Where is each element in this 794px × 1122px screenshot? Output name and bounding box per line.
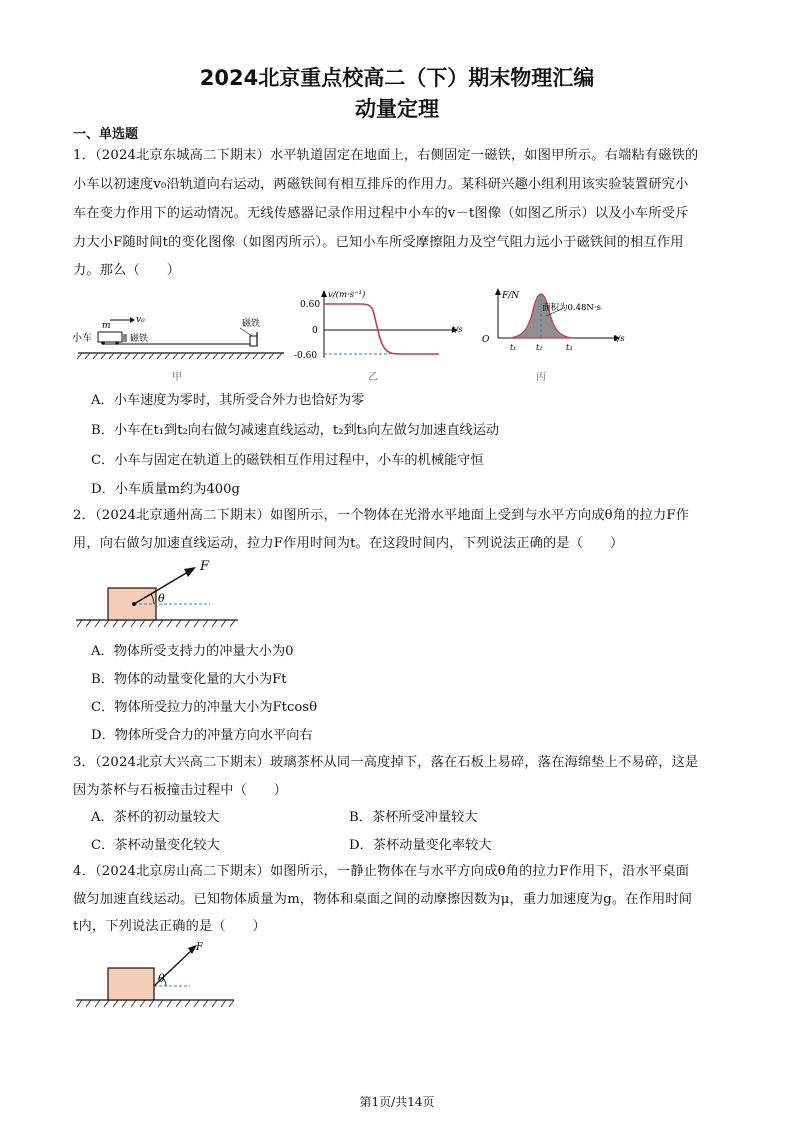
velocity-curve <box>324 304 439 354</box>
q2-option-a: A．物体所受支持力的冲量大小为0 <box>91 644 294 659</box>
q4-line-2: 做匀加速直线运动。已知物体质量为m，物体和桌面之间的动摩擦因数为μ，重力加速度为g。在作用时间 <box>73 892 693 907</box>
q3-line-2: 因为茶杯与石板撞击过程中（ ） <box>73 783 288 798</box>
block <box>108 968 154 1000</box>
force-label: F <box>200 559 210 574</box>
svg-text:t₂: t₂ <box>536 343 543 352</box>
angle-label: θ <box>158 592 165 605</box>
svg-text:F/N: F/N <box>502 291 520 301</box>
figure-q2 <box>72 556 242 632</box>
svg-text:t/s: t/s <box>614 334 625 344</box>
svg-text:t₁: t₁ <box>510 343 517 352</box>
svg-text:v₀: v₀ <box>136 315 145 325</box>
q4-line-3: t内，下列说法正确的是（ ） <box>73 919 266 934</box>
q3-line-1: 3．（2024北京大兴高二下期末）玻璃茶杯从同一高度掉下，落在石板上易碎，落在海绵垫上不易碎，这是 <box>73 755 699 770</box>
svg-text:0: 0 <box>312 326 318 336</box>
page-subtitle: 动量定理 <box>355 97 439 121</box>
svg-text:O: O <box>482 335 490 345</box>
svg-text:磁铁: 磁铁 <box>242 319 261 329</box>
svg-text:-0.60: -0.60 <box>294 351 318 361</box>
caption-yi: 乙 <box>368 372 378 382</box>
q3-option-c: C．茶杯动量变化较大 <box>91 838 220 853</box>
car-body <box>98 332 122 342</box>
q1-option-d: D．小车质量m约为400g <box>91 482 241 497</box>
car-label: 小车 <box>72 333 92 344</box>
q2-option-b: B．物体的动量变化量的大小为Ft <box>91 672 287 687</box>
q1-line-5: 力。那么（ ） <box>73 263 181 278</box>
svg-text:t₃: t₃ <box>566 343 573 352</box>
angle-label: θ <box>158 972 165 985</box>
section-heading: 一、单选题 <box>73 127 139 142</box>
q1-line-4: 力大小F随时间t的变化图像（如图丙所示）。已知小车所受摩擦阻力及空气阻力远小于磁铁间的相互作用 <box>73 235 684 250</box>
caption-bing: 丙 <box>536 372 546 382</box>
force-label: F <box>196 942 203 953</box>
page-footer: 第1页/共14页 <box>359 1095 435 1109</box>
svg-text:m: m <box>102 321 111 331</box>
q1-option-b: B．小车在t₁到t₂向右做匀减速直线运动，t₂到t₃向左做匀加速直线运动 <box>91 423 500 438</box>
svg-text:0.60: 0.60 <box>300 300 321 310</box>
svg-text:t/s: t/s <box>452 325 463 335</box>
fixed-magnet <box>250 336 257 346</box>
q2-line-1: 2．（2024北京通州高二下期末）如图所示，一个物体在光滑水平地面上受到与水平方向成θ角的拉力F作 <box>73 508 690 523</box>
q1-option-a: A．小车速度为零时，其所受合外力也恰好为零 <box>91 393 365 408</box>
figure-bing <box>474 286 654 382</box>
q4-line-1: 4．（2024北京房山高二下期末）如图所示，一静止物体在与水平方向成θ角的拉力F作用下，沿水平桌面 <box>73 864 690 879</box>
q3-option-d: D．茶杯动量变化率较大 <box>349 838 492 853</box>
svg-text:v/(m·s⁻¹): v/(m·s⁻¹) <box>328 290 366 300</box>
figure-yi <box>294 288 474 382</box>
q1-option-c: C．小车与固定在轨道上的磁铁相互作用过程中，小车的机械能守恒 <box>91 453 484 468</box>
q1-line-1: 1．（2024北京东城高二下期末）水平轨道固定在地面上，右侧固定一磁铁，如图甲所示。右端粘有磁铁的 <box>73 148 699 163</box>
page-title: 2024北京重点校高二（下）期末物理汇编 <box>199 66 595 90</box>
q2-line-2: 用，向右做匀加速直线运动，拉力F作用时间为t。在这段时间内，下列说法正确的是（ ） <box>73 536 624 551</box>
q1-line-3: 车在变力作用下的运动情况。无线传感器记录作用过程中小车的v－t图像（如图乙所示）以及小车所受斥 <box>73 206 689 221</box>
svg-text:面积为0.48N·s: 面积为0.48N·s <box>542 303 601 313</box>
caption-jia: 甲 <box>172 372 182 382</box>
q3-option-a: A．茶杯的初动量较大 <box>91 810 220 825</box>
figure-q4 <box>72 940 242 1014</box>
svg-text:磁铁: 磁铁 <box>130 334 149 344</box>
q2-option-d: D．物体所受合力的冲量方向水平向右 <box>91 728 313 743</box>
q3-option-b: B．茶杯所受冲量较大 <box>349 810 478 825</box>
q2-option-c: C．物体所受拉力的冲量大小为Ftcosθ <box>91 700 318 715</box>
q1-line-2: 小车以初速度v₀沿轨道向右运动，两磁铁间有相互排斥的作用力。某科研兴趣小组利用该实验装置研究小 <box>73 177 689 192</box>
figure-jia <box>72 300 290 382</box>
